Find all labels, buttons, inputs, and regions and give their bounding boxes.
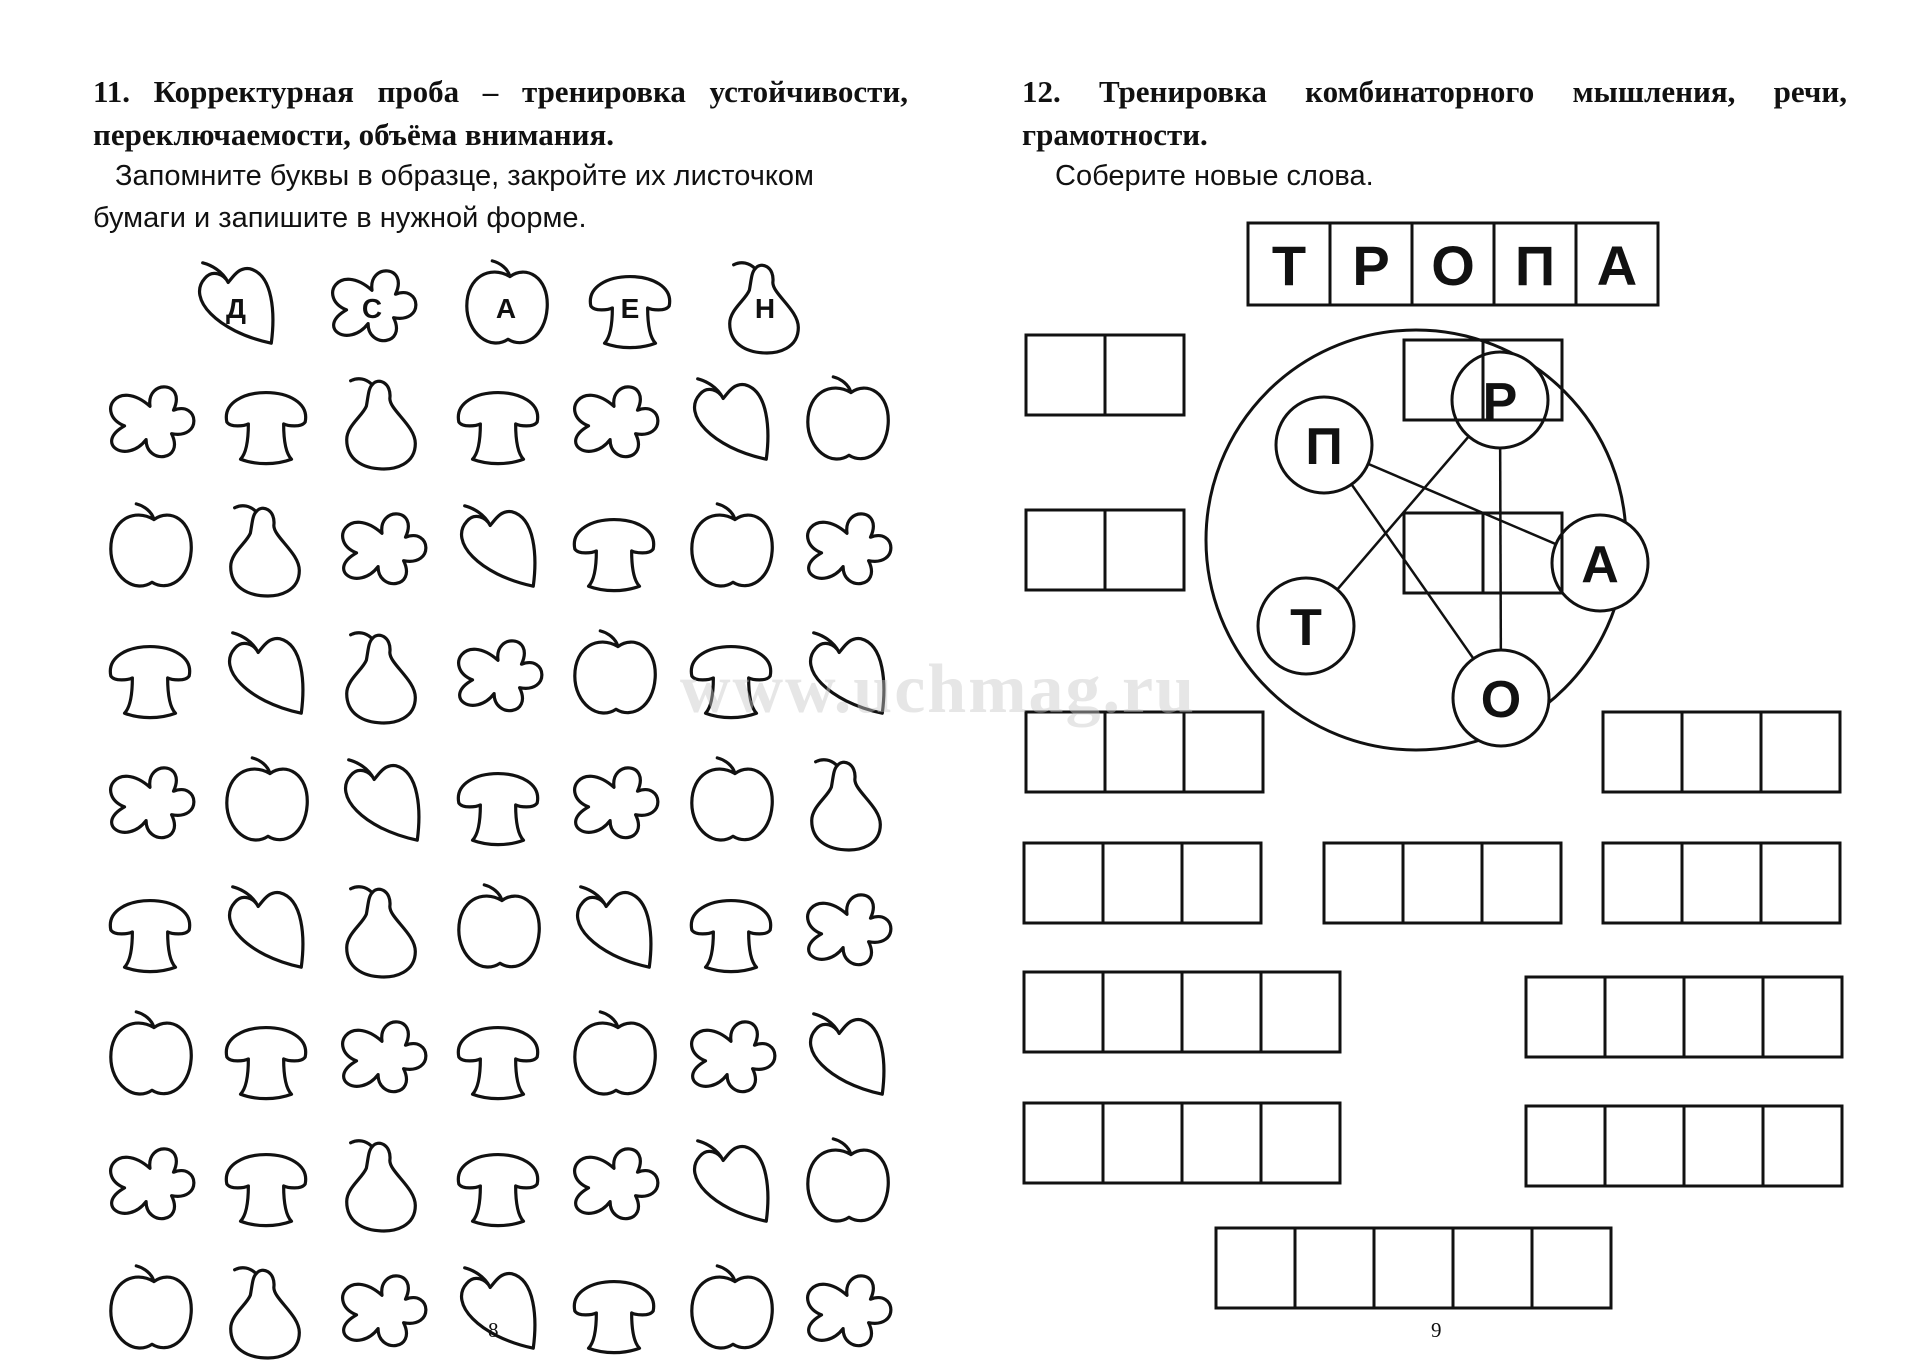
apple-icon bbox=[227, 758, 307, 840]
exercise-11-instruction: Запомните буквы в образце, закройте их листочком бумаги и запишите в нужной форме. bbox=[93, 160, 814, 234]
flower-icon bbox=[808, 514, 891, 584]
pear-icon bbox=[347, 633, 416, 723]
answer-box[interactable] bbox=[1024, 843, 1261, 923]
pear-icon bbox=[347, 1141, 416, 1231]
answer-box[interactable] bbox=[1526, 977, 1842, 1057]
mushroom-icon bbox=[226, 1155, 305, 1226]
mushroom-icon bbox=[574, 1282, 653, 1353]
apple-icon bbox=[575, 631, 655, 713]
word-building-figure bbox=[960, 0, 1920, 1370]
answer-box-frame bbox=[1026, 712, 1263, 792]
grid-row bbox=[111, 1139, 889, 1231]
pear-icon bbox=[347, 379, 416, 469]
word-letter: Т bbox=[1271, 234, 1307, 297]
word-letter: О bbox=[1431, 234, 1475, 297]
flower-icon bbox=[575, 1149, 658, 1219]
page-number-right: 9 bbox=[1431, 1318, 1442, 1342]
grid-row bbox=[111, 1266, 891, 1358]
answer-box[interactable] bbox=[1026, 335, 1184, 415]
flower-icon bbox=[111, 1149, 194, 1219]
leaf-icon bbox=[230, 633, 303, 713]
grid-row bbox=[111, 1012, 884, 1099]
page-number-left: 8 bbox=[488, 1318, 499, 1342]
answer-box[interactable] bbox=[1216, 1228, 1611, 1308]
answer-box[interactable] bbox=[1404, 513, 1562, 593]
apple-icon bbox=[808, 377, 888, 459]
answer-box[interactable] bbox=[1526, 1106, 1842, 1186]
pear-icon bbox=[231, 1268, 300, 1358]
word-letter: П bbox=[1514, 234, 1556, 297]
mushroom-icon bbox=[226, 393, 305, 464]
exercise-12-heading: 12. Тренировка комбинаторного мышления, речи, грамотности. bbox=[1022, 74, 1847, 152]
word-letter: Р bbox=[1352, 234, 1390, 297]
exercise-11-heading: 11. Корректурная проба – тренировка устойчивости, переключаемости, объёма внимания. bbox=[93, 74, 908, 152]
wheel-letter: Р bbox=[1482, 373, 1518, 431]
right-page bbox=[960, 0, 1920, 1370]
answer-box[interactable] bbox=[1324, 843, 1561, 923]
flower-icon bbox=[343, 1276, 426, 1346]
grid-row bbox=[110, 631, 884, 723]
answer-box[interactable] bbox=[1603, 843, 1840, 923]
grid-row bbox=[111, 758, 881, 850]
leaf-icon bbox=[578, 887, 651, 967]
legend-letter: Н bbox=[754, 293, 776, 324]
apple-icon bbox=[459, 885, 539, 967]
mushroom-icon bbox=[226, 1028, 305, 1099]
legend-letter: А bbox=[495, 293, 517, 324]
watermark: www.uchmag.ru bbox=[680, 651, 1197, 728]
mushroom-icon bbox=[458, 393, 537, 464]
flower-icon bbox=[808, 895, 891, 965]
answer-box[interactable] bbox=[1024, 1103, 1340, 1183]
leaf-icon bbox=[811, 1014, 884, 1094]
source-word bbox=[1248, 223, 1658, 305]
flower-icon bbox=[343, 514, 426, 584]
flower-icon bbox=[343, 1022, 426, 1092]
legend-letter: Е bbox=[620, 293, 640, 324]
answer-box[interactable] bbox=[1024, 972, 1340, 1052]
apple-icon bbox=[111, 504, 191, 586]
grid-row bbox=[110, 885, 891, 977]
leaf-icon bbox=[230, 887, 303, 967]
answer-box[interactable] bbox=[1603, 712, 1840, 792]
flower-icon bbox=[692, 1022, 775, 1092]
apple-icon bbox=[692, 504, 772, 586]
legend-row bbox=[200, 261, 799, 353]
flower-icon bbox=[808, 1276, 891, 1346]
leaf-icon bbox=[695, 1141, 768, 1221]
flower-icon bbox=[111, 387, 194, 457]
mushroom-icon bbox=[691, 647, 770, 718]
answer-box[interactable] bbox=[1026, 510, 1184, 590]
mushroom-icon bbox=[110, 901, 189, 972]
word-letter: А bbox=[1596, 234, 1638, 297]
flower-icon bbox=[575, 387, 658, 457]
mushroom-icon bbox=[458, 1028, 537, 1099]
wheel-letter: Т bbox=[1290, 599, 1322, 657]
apple-icon bbox=[692, 758, 772, 840]
mushroom-icon bbox=[458, 774, 537, 845]
exercise-12-instruction: Соберите новые слова. bbox=[1055, 160, 1374, 192]
leaf-icon bbox=[346, 760, 419, 840]
pear-icon bbox=[812, 760, 881, 850]
apple-icon bbox=[692, 1266, 772, 1348]
answer-box[interactable] bbox=[1026, 712, 1263, 792]
legend-letter: Д bbox=[226, 293, 246, 324]
answer-box-frame bbox=[1324, 843, 1561, 923]
apple-icon bbox=[111, 1012, 191, 1094]
flower-icon bbox=[459, 641, 542, 711]
wheel-letter: П bbox=[1305, 418, 1343, 476]
grid-row bbox=[111, 377, 889, 469]
mushroom-icon bbox=[574, 520, 653, 591]
apple-icon bbox=[808, 1139, 888, 1221]
wheel-letter: А bbox=[1581, 536, 1619, 594]
shape-grid bbox=[110, 377, 891, 1370]
flower-icon bbox=[575, 768, 658, 838]
pear-icon bbox=[231, 506, 300, 596]
answer-box-frame bbox=[1216, 1228, 1611, 1308]
leaf-icon bbox=[811, 633, 884, 713]
flower-icon bbox=[111, 768, 194, 838]
answer-box-frame bbox=[1603, 843, 1840, 923]
letter-wheel bbox=[1206, 330, 1648, 750]
mushroom-icon bbox=[691, 901, 770, 972]
apple-icon bbox=[575, 1012, 655, 1094]
leaf-icon bbox=[695, 379, 768, 459]
apple-icon bbox=[111, 1266, 191, 1348]
mushroom-icon bbox=[458, 1155, 537, 1226]
mushroom-icon bbox=[110, 647, 189, 718]
answer-boxes bbox=[1024, 335, 1842, 1308]
answer-box-frame bbox=[1024, 843, 1261, 923]
wheel-letter: О bbox=[1480, 671, 1522, 729]
leaf-icon bbox=[462, 506, 535, 586]
legend-letter: С bbox=[361, 293, 383, 324]
answer-box-frame bbox=[1603, 712, 1840, 792]
pear-icon bbox=[347, 887, 416, 977]
grid-row bbox=[111, 504, 891, 596]
